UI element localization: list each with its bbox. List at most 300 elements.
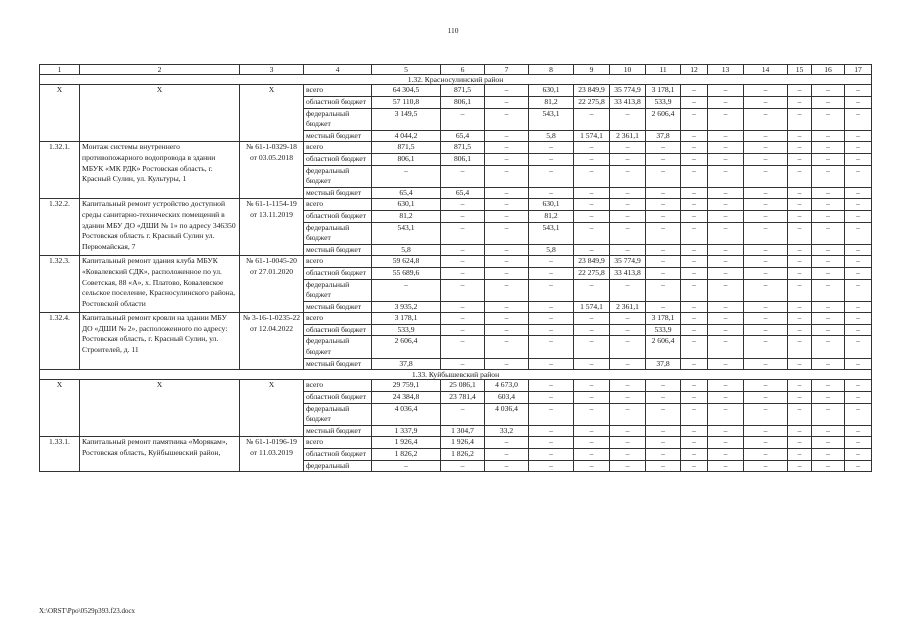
funding-source: федеральный бюджет bbox=[304, 108, 372, 130]
funding-source: областной бюджет bbox=[304, 324, 372, 336]
funding-source: местный бюджет bbox=[304, 244, 372, 256]
value-cell: – bbox=[529, 392, 574, 404]
budget-table bbox=[39, 64, 872, 472]
value-cell: 65,4 bbox=[441, 187, 485, 199]
value-cell: – bbox=[574, 324, 610, 336]
value-cell: – bbox=[441, 403, 485, 425]
value-cell: – bbox=[845, 403, 872, 425]
value-cell: – bbox=[812, 460, 845, 472]
value-cell: – bbox=[812, 165, 845, 187]
value-cell: – bbox=[708, 210, 744, 222]
value-cell: 533,9 bbox=[372, 324, 441, 336]
funding-source: областной бюджет bbox=[304, 97, 372, 109]
value-cell: – bbox=[812, 244, 845, 256]
value-cell: – bbox=[574, 142, 610, 154]
value-cell: 806,1 bbox=[441, 97, 485, 109]
value-cell: – bbox=[485, 130, 529, 142]
value-cell: – bbox=[681, 313, 708, 325]
value-cell: – bbox=[845, 460, 872, 472]
value-cell: – bbox=[845, 210, 872, 222]
value-cell: 3 178,1 bbox=[646, 313, 681, 325]
funding-source: федеральный бюджет bbox=[304, 279, 372, 301]
value-cell: – bbox=[845, 449, 872, 461]
value-cell: 3 149,5 bbox=[372, 108, 441, 130]
value-cell: – bbox=[485, 460, 529, 472]
value-cell: 4 673,0 bbox=[485, 380, 529, 392]
value-cell: – bbox=[485, 267, 529, 279]
value-cell: – bbox=[574, 222, 610, 244]
value-cell: – bbox=[529, 403, 574, 425]
value-cell: 35 774,9 bbox=[610, 256, 646, 268]
value-cell: 4 036,4 bbox=[485, 403, 529, 425]
value-cell: 25 086,1 bbox=[441, 380, 485, 392]
value-cell: – bbox=[610, 380, 646, 392]
value-cell: – bbox=[744, 130, 788, 142]
value-cell: – bbox=[485, 199, 529, 211]
funding-source: областной бюджет bbox=[304, 392, 372, 404]
value-cell: – bbox=[681, 97, 708, 109]
value-cell: 22 275,8 bbox=[574, 267, 610, 279]
value-cell: – bbox=[646, 142, 681, 154]
value-cell: – bbox=[708, 403, 744, 425]
value-cell: – bbox=[708, 256, 744, 268]
value-cell: 533,9 bbox=[646, 324, 681, 336]
value-cell: – bbox=[845, 108, 872, 130]
value-cell: – bbox=[845, 199, 872, 211]
value-cell: – bbox=[681, 85, 708, 97]
value-cell: – bbox=[646, 153, 681, 165]
value-cell: – bbox=[788, 142, 812, 154]
value-cell: 57 110,8 bbox=[372, 97, 441, 109]
value-cell: – bbox=[681, 324, 708, 336]
column-number: 7 bbox=[485, 65, 529, 75]
funding-source: всего bbox=[304, 256, 372, 268]
value-cell: – bbox=[788, 403, 812, 425]
item-number: 1.32.2. bbox=[40, 199, 80, 256]
value-cell: – bbox=[441, 324, 485, 336]
value-cell: – bbox=[485, 222, 529, 244]
value-cell: – bbox=[574, 279, 610, 301]
value-cell: 5,8 bbox=[372, 244, 441, 256]
value-cell: – bbox=[812, 437, 845, 449]
value-cell: – bbox=[812, 142, 845, 154]
column-number: 12 bbox=[681, 65, 708, 75]
value-cell: – bbox=[708, 108, 744, 130]
value-cell: – bbox=[744, 210, 788, 222]
value-cell: 37,8 bbox=[646, 130, 681, 142]
funding-source: областной бюджет bbox=[304, 267, 372, 279]
value-cell: – bbox=[646, 267, 681, 279]
value-cell: – bbox=[788, 336, 812, 358]
value-cell: – bbox=[485, 301, 529, 313]
value-cell: 81,2 bbox=[372, 210, 441, 222]
value-cell: – bbox=[845, 153, 872, 165]
value-cell: – bbox=[529, 460, 574, 472]
value-cell: – bbox=[574, 437, 610, 449]
item-number: 1.32.3. bbox=[40, 256, 80, 313]
value-cell: – bbox=[574, 313, 610, 325]
value-cell: – bbox=[788, 460, 812, 472]
value-cell: – bbox=[646, 380, 681, 392]
value-cell: – bbox=[812, 380, 845, 392]
value-cell: – bbox=[812, 210, 845, 222]
value-cell: – bbox=[372, 165, 441, 187]
value-cell: 5,8 bbox=[529, 244, 574, 256]
value-cell: – bbox=[744, 244, 788, 256]
funding-source: областной бюджет bbox=[304, 210, 372, 222]
file-path-footer: X:\ORST\Ppo\0529p393.f23.docx bbox=[39, 607, 136, 615]
value-cell: – bbox=[485, 256, 529, 268]
value-cell: – bbox=[529, 324, 574, 336]
value-cell: – bbox=[485, 85, 529, 97]
value-cell: – bbox=[574, 449, 610, 461]
value-cell: 806,1 bbox=[372, 153, 441, 165]
value-cell: – bbox=[845, 358, 872, 370]
value-cell: – bbox=[485, 313, 529, 325]
value-cell: – bbox=[485, 449, 529, 461]
value-cell: – bbox=[529, 301, 574, 313]
value-cell: – bbox=[485, 142, 529, 154]
value-cell: – bbox=[646, 222, 681, 244]
value-cell: – bbox=[646, 210, 681, 222]
value-cell: – bbox=[610, 449, 646, 461]
value-cell: – bbox=[708, 449, 744, 461]
value-cell: – bbox=[610, 392, 646, 404]
object-name: Капитальный ремонт памятника «Морякам», Ростовская область, Куйбышевский район, bbox=[80, 437, 240, 472]
value-cell: – bbox=[812, 324, 845, 336]
value-cell: – bbox=[646, 301, 681, 313]
summary-mark: Х bbox=[240, 85, 304, 142]
value-cell: – bbox=[744, 142, 788, 154]
value-cell: – bbox=[708, 313, 744, 325]
value-cell: – bbox=[681, 403, 708, 425]
column-number: 3 bbox=[240, 65, 304, 75]
value-cell: – bbox=[441, 199, 485, 211]
value-cell: – bbox=[441, 267, 485, 279]
value-cell: – bbox=[812, 449, 845, 461]
expertise-document: № 3-16-1-0235-22 от 12.04.2022 bbox=[240, 313, 304, 370]
value-cell: – bbox=[845, 324, 872, 336]
value-cell: – bbox=[744, 199, 788, 211]
value-cell: – bbox=[441, 358, 485, 370]
value-cell: – bbox=[441, 165, 485, 187]
value-cell: – bbox=[788, 324, 812, 336]
value-cell: – bbox=[610, 313, 646, 325]
column-number: 14 bbox=[744, 65, 788, 75]
column-number: 15 bbox=[788, 65, 812, 75]
value-cell: 65,4 bbox=[441, 130, 485, 142]
value-cell: – bbox=[529, 425, 574, 437]
value-cell: – bbox=[788, 449, 812, 461]
value-cell: – bbox=[708, 142, 744, 154]
summary-mark: Х bbox=[80, 85, 240, 142]
column-number: 8 bbox=[529, 65, 574, 75]
value-cell: 1 337,9 bbox=[372, 425, 441, 437]
value-cell: – bbox=[744, 380, 788, 392]
value-cell: – bbox=[610, 425, 646, 437]
value-cell: – bbox=[485, 165, 529, 187]
value-cell: – bbox=[681, 142, 708, 154]
value-cell: – bbox=[681, 199, 708, 211]
value-cell: – bbox=[708, 130, 744, 142]
value-cell: – bbox=[441, 313, 485, 325]
expertise-document: № 61-1-0196-19 от 11.03.2019 bbox=[240, 437, 304, 472]
value-cell: – bbox=[744, 403, 788, 425]
column-number-row bbox=[40, 65, 872, 75]
value-cell: – bbox=[744, 97, 788, 109]
value-cell: – bbox=[529, 153, 574, 165]
value-cell: 806,1 bbox=[441, 153, 485, 165]
value-cell: 5,8 bbox=[529, 130, 574, 142]
value-cell: 1 826,2 bbox=[372, 449, 441, 461]
value-cell: – bbox=[441, 222, 485, 244]
value-cell: – bbox=[574, 187, 610, 199]
value-cell: – bbox=[610, 210, 646, 222]
object-name: Капитальный ремонт здания клуба МБУК «Ковалевский СДК», расположенное по ул. Советская, 88 «А», х. Платово, Ковалевское сельское поселение, Красносулинского района, Ростовской области bbox=[80, 256, 240, 313]
value-cell: – bbox=[788, 437, 812, 449]
object-name: Монтаж системы внутреннего противопожарного водопровода в здании МБУК «МК РДК» Ростовская область, г. Красный Сулин, ул. Культуры, 1 bbox=[80, 142, 240, 199]
value-cell: 1 574,1 bbox=[574, 301, 610, 313]
section-title: 1.33. Куйбышевский район bbox=[40, 370, 872, 380]
value-cell: 871,5 bbox=[441, 142, 485, 154]
column-number: 17 bbox=[845, 65, 872, 75]
value-cell: – bbox=[845, 85, 872, 97]
value-cell: 3 178,1 bbox=[646, 85, 681, 97]
value-cell: – bbox=[708, 199, 744, 211]
value-cell: – bbox=[812, 336, 845, 358]
value-cell: – bbox=[529, 279, 574, 301]
value-cell: – bbox=[485, 336, 529, 358]
funding-source: местный бюджет bbox=[304, 301, 372, 313]
value-cell: – bbox=[812, 222, 845, 244]
value-cell: – bbox=[788, 425, 812, 437]
value-cell: 81,2 bbox=[529, 97, 574, 109]
value-cell: – bbox=[845, 336, 872, 358]
value-cell: – bbox=[788, 222, 812, 244]
funding-source: областной бюджет bbox=[304, 153, 372, 165]
value-cell: 533,9 bbox=[646, 97, 681, 109]
value-cell: – bbox=[812, 267, 845, 279]
value-cell: 65,4 bbox=[372, 187, 441, 199]
value-cell: 1 574,1 bbox=[574, 130, 610, 142]
value-cell: – bbox=[744, 324, 788, 336]
value-cell: – bbox=[744, 358, 788, 370]
funding-source: федеральный бюджет bbox=[304, 165, 372, 187]
value-cell: – bbox=[441, 256, 485, 268]
value-cell: – bbox=[574, 108, 610, 130]
value-cell: 35 774,9 bbox=[610, 85, 646, 97]
value-cell: 2 361,1 bbox=[610, 130, 646, 142]
value-cell: – bbox=[812, 187, 845, 199]
value-cell: – bbox=[610, 403, 646, 425]
value-cell: – bbox=[441, 460, 485, 472]
value-cell: – bbox=[812, 130, 845, 142]
value-cell: – bbox=[744, 267, 788, 279]
value-cell: – bbox=[708, 85, 744, 97]
funding-source: всего bbox=[304, 199, 372, 211]
value-cell: – bbox=[681, 130, 708, 142]
funding-source: всего bbox=[304, 380, 372, 392]
value-cell: – bbox=[646, 244, 681, 256]
value-cell: – bbox=[681, 336, 708, 358]
value-cell: – bbox=[845, 380, 872, 392]
value-cell: 630,1 bbox=[529, 199, 574, 211]
value-cell: – bbox=[845, 392, 872, 404]
section-title: 1.32. Красносулинский район bbox=[40, 75, 872, 85]
value-cell: 64 304,5 bbox=[372, 85, 441, 97]
value-cell: – bbox=[812, 199, 845, 211]
value-cell: – bbox=[646, 165, 681, 187]
value-cell: – bbox=[708, 301, 744, 313]
value-cell: – bbox=[788, 199, 812, 211]
value-cell: 33 413,8 bbox=[610, 97, 646, 109]
funding-source: всего bbox=[304, 437, 372, 449]
value-cell: – bbox=[485, 244, 529, 256]
expertise-document: № 61-1-0329-18 от 03.05.2018 bbox=[240, 142, 304, 199]
value-cell: – bbox=[788, 108, 812, 130]
funding-source: областной бюджет bbox=[304, 449, 372, 461]
value-cell: – bbox=[610, 279, 646, 301]
value-cell: – bbox=[681, 392, 708, 404]
value-cell: – bbox=[845, 187, 872, 199]
value-cell: – bbox=[646, 460, 681, 472]
value-cell: 543,1 bbox=[529, 108, 574, 130]
column-number: 1 bbox=[40, 65, 80, 75]
summary-mark: Х bbox=[240, 380, 304, 437]
value-cell: – bbox=[646, 437, 681, 449]
column-number: 4 bbox=[304, 65, 372, 75]
value-cell: – bbox=[441, 301, 485, 313]
value-cell: – bbox=[574, 199, 610, 211]
value-cell: – bbox=[788, 279, 812, 301]
funding-source: местный бюджет bbox=[304, 187, 372, 199]
value-cell: – bbox=[681, 460, 708, 472]
value-cell: – bbox=[529, 142, 574, 154]
value-cell: – bbox=[812, 313, 845, 325]
value-cell: – bbox=[646, 199, 681, 211]
value-cell: 33 413,8 bbox=[610, 267, 646, 279]
value-cell: 630,1 bbox=[529, 85, 574, 97]
value-cell: – bbox=[529, 165, 574, 187]
value-cell: 543,1 bbox=[372, 222, 441, 244]
value-cell: – bbox=[788, 244, 812, 256]
value-cell: – bbox=[681, 449, 708, 461]
value-cell: – bbox=[681, 165, 708, 187]
value-cell: – bbox=[845, 142, 872, 154]
value-cell: – bbox=[708, 425, 744, 437]
value-cell: 22 275,8 bbox=[574, 97, 610, 109]
value-cell: – bbox=[610, 142, 646, 154]
value-cell: – bbox=[812, 425, 845, 437]
value-cell: 37,8 bbox=[646, 358, 681, 370]
value-cell: – bbox=[574, 358, 610, 370]
value-cell: – bbox=[610, 358, 646, 370]
value-cell: – bbox=[744, 279, 788, 301]
value-cell: – bbox=[681, 153, 708, 165]
value-cell: – bbox=[610, 153, 646, 165]
summary-mark: Х bbox=[40, 85, 80, 142]
value-cell: – bbox=[610, 199, 646, 211]
funding-source: местный бюджет bbox=[304, 358, 372, 370]
value-cell: – bbox=[845, 97, 872, 109]
value-cell: – bbox=[646, 403, 681, 425]
funding-source: местный бюджет bbox=[304, 130, 372, 142]
value-cell: 2 606,4 bbox=[646, 336, 681, 358]
value-cell: 4 036,4 bbox=[372, 403, 441, 425]
value-cell: 33,2 bbox=[485, 425, 529, 437]
value-cell: – bbox=[681, 187, 708, 199]
value-cell: – bbox=[812, 279, 845, 301]
summary-mark: Х bbox=[40, 380, 80, 437]
value-cell: – bbox=[485, 187, 529, 199]
value-cell: – bbox=[812, 85, 845, 97]
value-cell: – bbox=[574, 336, 610, 358]
value-cell: – bbox=[646, 187, 681, 199]
value-cell: – bbox=[708, 324, 744, 336]
value-cell: – bbox=[845, 313, 872, 325]
column-number: 13 bbox=[708, 65, 744, 75]
value-cell: – bbox=[574, 165, 610, 187]
value-cell: – bbox=[744, 108, 788, 130]
value-cell: – bbox=[744, 256, 788, 268]
value-cell: – bbox=[372, 279, 441, 301]
value-cell: – bbox=[788, 392, 812, 404]
value-cell: – bbox=[529, 267, 574, 279]
value-cell: – bbox=[610, 165, 646, 187]
value-cell: – bbox=[708, 267, 744, 279]
value-cell: – bbox=[744, 392, 788, 404]
value-cell: 1 826,2 bbox=[441, 449, 485, 461]
value-cell: – bbox=[845, 279, 872, 301]
column-number: 16 bbox=[812, 65, 845, 75]
column-number: 5 bbox=[372, 65, 441, 75]
value-cell: – bbox=[610, 244, 646, 256]
value-cell: – bbox=[681, 267, 708, 279]
object-name: Капитальный ремонт кровли на здании МБУ ДО «ДШИ № 2», расположенного по адресу: Ростовская область, г. Красный Сулин, ул. Строителей, д. 11 bbox=[80, 313, 240, 370]
value-cell: – bbox=[788, 165, 812, 187]
value-cell: 59 624,8 bbox=[372, 256, 441, 268]
value-cell: – bbox=[845, 165, 872, 187]
value-cell: 3 178,1 bbox=[372, 313, 441, 325]
value-cell: – bbox=[708, 187, 744, 199]
value-cell: – bbox=[812, 97, 845, 109]
value-cell: – bbox=[681, 222, 708, 244]
value-cell: – bbox=[788, 256, 812, 268]
value-cell: – bbox=[744, 187, 788, 199]
value-cell: – bbox=[788, 85, 812, 97]
table-row bbox=[40, 380, 872, 392]
value-cell: – bbox=[708, 392, 744, 404]
value-cell: – bbox=[485, 437, 529, 449]
value-cell: – bbox=[681, 380, 708, 392]
section-title-row bbox=[40, 75, 872, 85]
value-cell: 23 849,9 bbox=[574, 256, 610, 268]
funding-source: федеральный bbox=[304, 460, 372, 472]
value-cell: – bbox=[681, 425, 708, 437]
funding-source: всего bbox=[304, 313, 372, 325]
value-cell: – bbox=[574, 425, 610, 437]
value-cell: – bbox=[529, 380, 574, 392]
value-cell: 1 926,4 bbox=[372, 437, 441, 449]
value-cell: – bbox=[610, 324, 646, 336]
value-cell: – bbox=[681, 244, 708, 256]
value-cell: – bbox=[744, 85, 788, 97]
value-cell: – bbox=[485, 279, 529, 301]
column-number: 6 bbox=[441, 65, 485, 75]
value-cell: – bbox=[788, 380, 812, 392]
value-cell: – bbox=[845, 425, 872, 437]
value-cell: – bbox=[441, 336, 485, 358]
